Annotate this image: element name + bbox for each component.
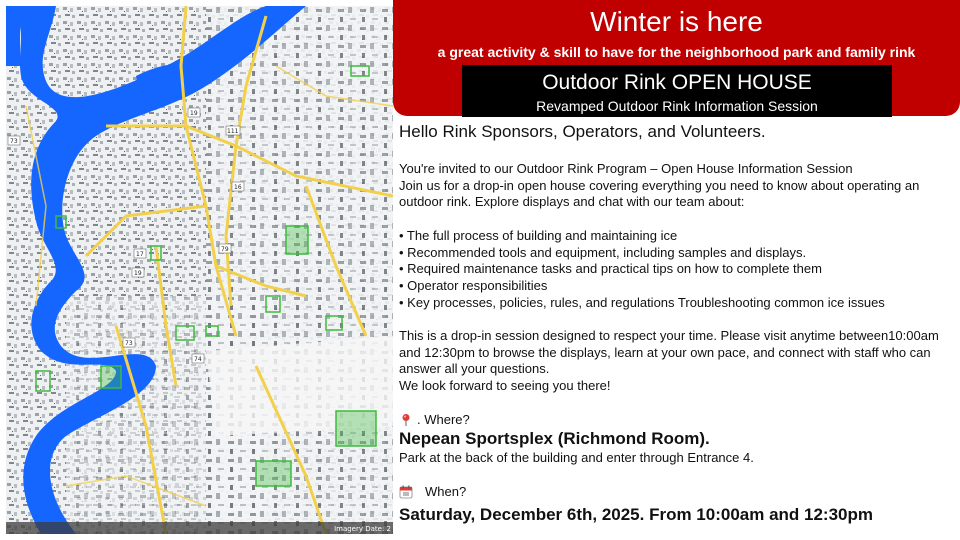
imagery-date-label: Imagery Date: 2 [334,525,391,533]
route-shield [226,126,240,135]
svg-text:79: 79 [221,246,229,253]
topics-list [399,228,954,312]
parking-note: Park at the back of the building and enter through Entrance 4. [399,450,754,466]
route-shield [192,354,204,363]
banner-subtitle: a great activity & skill to have for the neighborhood park and family rink [437,44,916,60]
event-datetime: Saturday, December 6th, 2025. From 10:00am and 12:30pm [399,505,873,525]
route-shield [132,268,144,277]
headline-title: Outdoor Rink OPEN HOUSE [542,71,812,94]
route-shield [188,108,200,117]
venue-name: Nepean Sportsplex (Richmond Room). [399,429,710,449]
list-item: • The full process of building and maintaining ice [399,227,678,243]
headline-box [462,65,892,117]
where-label: . Where? [417,411,470,427]
session-description: This is a drop-in session designed to respect your time. Please visit anytime between10:00am and 12:30pm to browse the displays, learn at your own pace, and connect with staff who can answer all your questions. [399,328,939,377]
pin-icon [399,413,413,427]
svg-text:74: 74 [194,356,202,363]
invitation-body [399,121,954,526]
route-shield [8,136,20,145]
route-shield [219,244,231,253]
svg-text:73: 73 [125,340,133,347]
svg-text:73: 73 [10,138,18,145]
svg-text:19: 19 [134,270,142,277]
list-item: • Key processes, policies, rules, and regulations Troubleshooting common ice issues [399,294,885,310]
list-item: • Recommended tools and equipment, including samples and displays. [399,244,807,260]
headline-subtitle: Revamped Outdoor Rink Information Session [536,98,818,114]
svg-text:111: 111 [227,128,239,135]
list-item: • Operator responsibilities [399,277,548,293]
svg-text:17: 17 [136,251,144,258]
route-shield [232,182,244,191]
list-item: • Required maintenance tasks and practical tips on how to complete them [399,261,822,277]
where-label-row [399,412,954,429]
when-label: When? [425,483,467,499]
greeting-heading: Hello Rink Sponsors, Operators, and Volunteers. [399,122,766,141]
route-shield [123,338,135,347]
route-shield [134,249,146,258]
closing-line: We look forward to seeing you there! [399,378,611,394]
when-label-row [399,484,954,501]
satellite-map [6,6,393,534]
calendar-icon [399,485,413,499]
svg-text:19: 19 [190,110,198,117]
map-canvas [6,6,393,534]
svg-text:16: 16 [234,184,242,191]
banner-title: Winter is here [590,6,763,37]
intro-line: You're invited to our Outdoor Rink Program – Open House Information Session [399,161,853,176]
intro-paragraph: Join us for a drop-in open house covering everything you need to know about operating an outdoor rink. Explore displays and chat with our team about: [399,177,920,210]
